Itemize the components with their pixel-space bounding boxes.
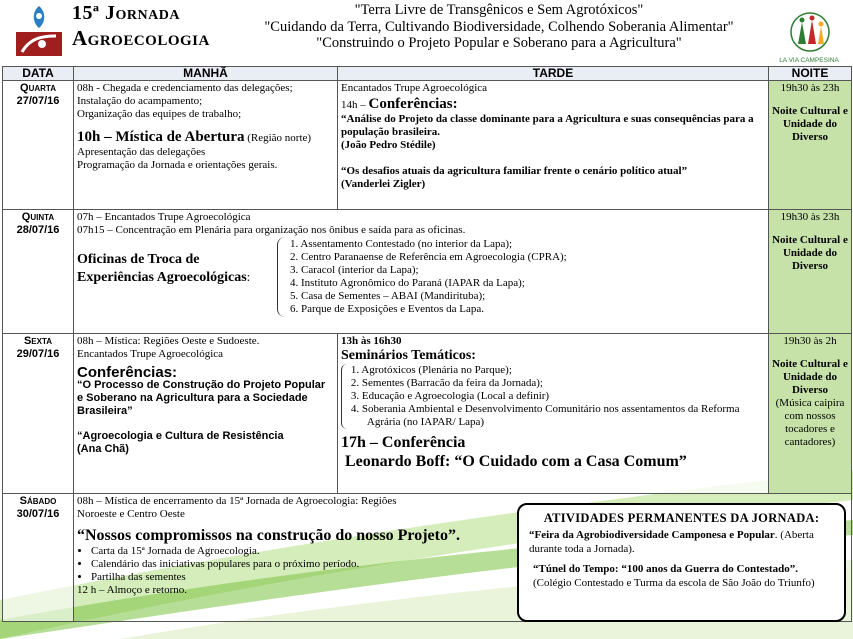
oficinas-list xyxy=(290,237,575,317)
list-item: 2. Sementes (Barracão da feira da Jornada); xyxy=(350,377,543,389)
quinta-full-cell xyxy=(74,210,769,334)
date-cell xyxy=(3,210,74,334)
list-item: • Carta da 15ª Jornada de Agroecologia. xyxy=(91,545,848,558)
list-item: 1. Assentamento Contestado (no interior da Lapa); xyxy=(290,238,513,250)
quinta-line: 07h15 – Concentração em Plenária para organização nos ônibus e saída para as oficinas. xyxy=(77,224,466,236)
col-header-tarde: TARDE xyxy=(338,67,769,81)
day-date: 30/07/16 xyxy=(16,508,60,520)
quinta-line: 07h – Encantados Trupe Agroecológica xyxy=(77,211,251,223)
noite-note: (Música caipira com nossos tocadores e cantadores) xyxy=(775,397,845,448)
day-date: 29/07/16 xyxy=(16,348,60,360)
list-item: 4. Instituto Agronômico do Paraná (IAPAR da Lapa); xyxy=(290,277,525,289)
seminarios-list xyxy=(351,364,765,429)
page-title xyxy=(72,3,210,49)
list-item: 1. Agrotóxicos (Plenária no Parque); xyxy=(350,364,512,376)
col-header-data: DATA xyxy=(3,67,74,81)
talk-speaker: (Ana Chã) xyxy=(77,443,129,455)
tarde-heading: Conferências: xyxy=(368,96,458,112)
slogans xyxy=(234,2,764,52)
day-name: Sexta xyxy=(23,335,53,347)
manha-line: Apresentação das delegações xyxy=(77,146,206,158)
title-line-1: 15ª Jornada xyxy=(72,2,180,24)
list-item: 5. Casa de Sementes – ABAI (Mandirituba); xyxy=(290,290,486,302)
table-row xyxy=(3,334,852,494)
manha-line: Programação da Jornada e orientações gerais. xyxy=(77,159,278,171)
noite-cell xyxy=(769,334,852,494)
mistica-highlight: 10h – Mística de Abertura xyxy=(77,129,245,145)
sabado-last: 12 h – Almoço e retorno. xyxy=(77,584,187,596)
tarde-cell xyxy=(338,334,769,494)
permanentes-item: “Feira da Agrobiodiversidade Camponesa e Popular. (Aberta durante toda a Jornada). xyxy=(529,529,814,555)
list-item: 2. Centro Paranaense de Referência em Agroecologia (CPRA); xyxy=(290,251,567,263)
atividades-permanentes-box xyxy=(517,503,846,622)
day-name: Quarta xyxy=(20,82,56,94)
date-cell xyxy=(3,334,74,494)
oficinas-block xyxy=(77,237,765,317)
jornada-logo-icon xyxy=(12,2,66,58)
noite-time: 19h30 às 23h xyxy=(780,82,840,94)
talk-speaker: (Vanderlei Zigler) xyxy=(341,178,426,190)
col-header-manha: MANHÃ xyxy=(74,67,338,81)
brace-icon xyxy=(341,364,347,429)
day-name: Sábado xyxy=(19,495,57,507)
tarde-time: 14h – xyxy=(341,99,369,111)
slogan-2: "Cuidando da Terra, Cultivando Biodiversidade, Colhendo Soberania Alimentar" xyxy=(264,18,734,35)
seminarios-block xyxy=(341,364,765,429)
sabado-heading: “Nossos compromissos na construção do nosso Projeto”. xyxy=(77,527,460,544)
table-row xyxy=(3,210,852,334)
list-item: 3. Caracol (interior da Lapa); xyxy=(290,264,419,276)
manha-line: 08h - Chegada e credenciamento das delegações; xyxy=(77,82,293,94)
noite-time: 19h30 às 23h xyxy=(780,211,840,223)
list-item: • Calendário das iniciativas populares para o próximo período. xyxy=(91,558,848,571)
noite-title: Noite Cultural e Unidade do Diverso xyxy=(772,358,848,396)
talk-title: “O Processo de Construção do Projeto Popular e Soberano na Agricultura para a Sociedade Brasileira” xyxy=(77,379,326,417)
manha-line: Encantados Trupe Agroecológica xyxy=(77,348,224,360)
noite-title: Noite Cultural e Unidade do Diverso xyxy=(772,234,848,272)
tarde-time: 13h às 16h30 xyxy=(341,335,402,347)
permanentes-title: ATIVIDADES PERMANENTES DA JORNADA: xyxy=(543,511,820,525)
conf-time: 17h – Conferência xyxy=(341,434,466,451)
list-item: 4. Soberania Ambiental e Desenvolvimento Comunitário nos assentamentos da Reforma Agrária (no IAPAR/ Lapa) xyxy=(350,403,740,428)
via-campesina-logo-text: LA VIA CAMPESINA xyxy=(779,57,839,64)
tarde-heading: Seminários Temáticos: xyxy=(341,348,476,363)
talk-title: “Análise do Projeto da classe dominante para a Agricultura e suas consequências para a população brasileira. xyxy=(341,113,754,138)
day-date: 28/07/16 xyxy=(16,224,60,236)
manha-cell xyxy=(74,334,338,494)
day-date: 27/07/16 xyxy=(16,95,60,107)
oficinas-title: Oficinas de Troca de Experiências Agroecológicas: xyxy=(77,252,251,285)
noite-cell xyxy=(769,81,852,210)
manha-cell xyxy=(74,81,338,210)
slogan-1: "Terra Livre de Transgênicos e Sem Agrotóxicos" xyxy=(354,2,644,18)
talk-speaker: (João Pedro Stédile) xyxy=(341,139,436,151)
manha-line: 08h – Mística: Regiões Oeste e Sudoeste. xyxy=(77,335,260,347)
table-row xyxy=(3,81,852,210)
title-line-2: Agroecologia xyxy=(72,26,210,50)
col-header-noite: NOITE xyxy=(769,67,852,81)
manha-line: Instalação do acampamento; xyxy=(77,95,203,107)
noite-title: Noite Cultural e Unidade do Diverso xyxy=(772,105,848,143)
permanentes-item: “Túnel do Tempo: “100 anos da Guerra do Contestado”. (Colégio Contestado e Turma da escola de São João do Triunfo) xyxy=(533,563,815,589)
talk-title: “Os desafios atuais da agricultura familiar frente o cenário político atual” xyxy=(341,165,688,177)
talk-title: “Agroecologia e Cultura de Resistência xyxy=(77,430,284,442)
noite-time: 19h30 às 2h xyxy=(783,335,837,347)
list-item: 3. Educação e Agroecologia (Local a definir) xyxy=(350,390,550,402)
sabado-line: 08h – Mística de encerramento da 15ª Jornada de Agroecologia: Regiões xyxy=(77,495,397,507)
manha-heading: Conferências: xyxy=(77,364,178,381)
via-campesina-logo-icon xyxy=(768,0,850,64)
tarde-intro: Encantados Trupe Agroecológica xyxy=(341,82,488,94)
slogan-3: "Construindo o Projeto Popular e Soberano para a Agricultura" xyxy=(316,35,682,51)
manha-line: Organização das equipes de trabalho; xyxy=(77,108,242,120)
mistica-note: (Região norte) xyxy=(247,132,312,144)
list-item: 6. Parque de Exposições e Eventos da Lapa. xyxy=(290,303,484,315)
day-name: Quinta xyxy=(21,211,55,223)
date-cell xyxy=(3,81,74,210)
brace-icon xyxy=(277,237,286,317)
list-item: • Partilha das sementes xyxy=(91,571,848,584)
noite-cell xyxy=(769,210,852,334)
page-header xyxy=(0,0,853,64)
sabado-line: Noroeste e Centro Oeste xyxy=(77,508,185,520)
tarde-cell xyxy=(338,81,769,210)
date-cell xyxy=(3,494,74,622)
conf-title: Leonardo Boff: “O Cuidado com a Casa Comum” xyxy=(345,453,687,470)
table-header-row xyxy=(3,67,852,81)
